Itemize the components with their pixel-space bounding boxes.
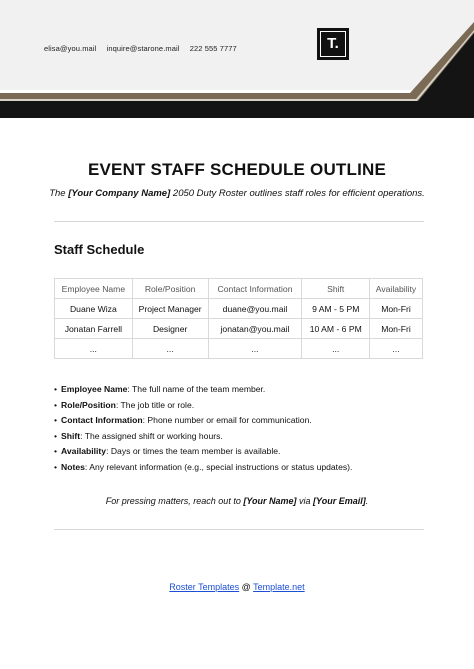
header-decoration (0, 0, 474, 118)
column-header: Contact Information (208, 279, 302, 299)
note-desc: : The full name of the team member. (127, 384, 266, 394)
footer-separator: @ (239, 582, 254, 592)
contact-inquire: inquire@starone.mail (106, 44, 180, 53)
subtitle-suffix: 2050 Duty Roster outlines staff roles for efficient operations. (170, 188, 425, 199)
logo-letter: T. (320, 31, 346, 57)
table-cell: Duane Wiza (55, 299, 133, 319)
column-header: Availability (370, 279, 423, 299)
note-term: Availability (61, 446, 107, 457)
note-term: Notes (61, 461, 85, 472)
contact-line (44, 44, 245, 53)
column-header: Role/Position (132, 279, 208, 299)
subtitle-company: [Your Company Name] (68, 188, 171, 199)
table-cell: Mon-Fri (370, 299, 423, 319)
table-cell: ... (132, 339, 208, 359)
pressing-prefix: For pressing matters, reach out to (105, 496, 244, 506)
table-cell: 9 AM - 5 PM (302, 299, 370, 319)
table-cell: Project Manager (132, 299, 208, 319)
table-row (55, 319, 423, 339)
column-header: Employee Name (55, 279, 133, 299)
field-notes-list (54, 382, 352, 476)
note-desc: : Days or times the team member is available. (106, 446, 281, 457)
table-cell: jonatan@you.mail (208, 319, 302, 339)
table-cell: ... (208, 339, 302, 359)
list-item (54, 429, 352, 445)
contact-email: elisa@you.mail (44, 44, 97, 53)
template-net-link[interactable]: Template.net (253, 582, 305, 592)
roster-templates-link[interactable]: Roster Templates (169, 582, 240, 592)
list-item (54, 398, 352, 414)
note-desc: : The job title or role. (115, 399, 195, 410)
note-desc: : Phone number or email for communication. (142, 415, 312, 426)
list-item (54, 460, 352, 476)
document-subtitle (0, 188, 474, 199)
column-header: Shift (302, 279, 370, 299)
pressing-suffix: . (365, 496, 369, 506)
note-term: Contact Information (61, 415, 143, 426)
note-desc: : Any relevant information (e.g., special instructions or status updates). (84, 461, 353, 472)
table-cell: duane@you.mail (208, 299, 302, 319)
company-logo (317, 28, 349, 60)
header-band (0, 0, 474, 118)
footer (0, 582, 474, 592)
table-row (55, 299, 423, 319)
table-row (55, 339, 423, 359)
note-term: Role/Position (61, 399, 116, 410)
list-item (54, 413, 352, 429)
contact-instruction (0, 496, 474, 506)
table-cell: ... (55, 339, 133, 359)
table-cell: ... (302, 339, 370, 359)
table-cell: Jonatan Farrell (55, 319, 133, 339)
list-item (54, 382, 352, 398)
section-title: Staff Schedule (54, 242, 145, 257)
subtitle-prefix: The (49, 188, 69, 199)
table-cell: Designer (132, 319, 208, 339)
divider-bottom (54, 529, 424, 530)
pressing-middle: via (296, 496, 314, 506)
table-cell: Mon-Fri (370, 319, 423, 339)
document-title: EVENT STAFF SCHEDULE OUTLINE (87, 160, 387, 179)
table-header-row (55, 279, 423, 299)
table-cell: ... (370, 339, 423, 359)
table-cell: 10 AM - 6 PM (302, 319, 370, 339)
note-term: Employee Name (61, 384, 128, 394)
contact-phone: 222 555 7777 (189, 44, 237, 53)
pressing-name: [Your Name] (243, 496, 297, 506)
list-item (54, 444, 352, 460)
divider-top (54, 221, 424, 222)
note-desc: : The assigned shift or working hours. (80, 430, 223, 441)
pressing-email: [Your Email] (313, 496, 366, 506)
staff-schedule-table (54, 278, 423, 359)
note-term: Shift (61, 430, 81, 441)
